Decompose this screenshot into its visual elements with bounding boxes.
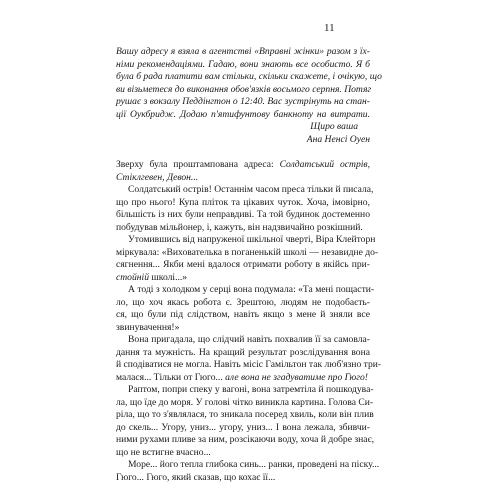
- letter-line: ції Оукбридж. Додаю п'ятифунтову банкноту на витрати.: [116, 109, 370, 122]
- letter-closing: Щиро ваша: [116, 121, 370, 134]
- text-line: сягнення... Якби мені вдалося отримати роботу в якійсь при-: [116, 259, 370, 272]
- paragraph: [116, 384, 370, 459]
- text-line: Раптом, попри спеку у вагоні, вона затремтіла й пошкодува-: [116, 384, 370, 397]
- text-line: Утомившись від напруженої шкільної чверті, Віра Клейторн: [116, 234, 370, 247]
- text-line: ними рухами пливе за ним, розсікаючи воду, хоча й добре знає,: [116, 434, 370, 447]
- letter-line: ви візьметеся до виконання обов'язків восьмого серпня. Потяг: [116, 84, 370, 97]
- text-line: Солдатський острів! Останнім часом преса тільки й писала,: [116, 184, 370, 197]
- address-paragraph: [116, 159, 370, 184]
- paragraph: [116, 284, 370, 334]
- letter-line: була б рада платити вам стільки, скільки скажете, і очікую, що: [116, 71, 370, 84]
- text-line: А тоді з холодком у серці вона подумала: «Та мені пощасти-: [116, 284, 370, 297]
- text-line: Море... його тепла глибока синь... ранки, проведені на піску...: [116, 459, 370, 472]
- italic-phrase: але вона не згадуватиме про Гюго!: [225, 372, 368, 383]
- text-line: до скель... Угору, униз... угору, униз... І вона лежала, збивчи-: [116, 422, 370, 435]
- text-line: ло, що хоч якась робота є. Зрештою, людям не подобаєть-: [116, 297, 370, 310]
- address-intro: Зверху була проштампована адреса:: [116, 159, 280, 170]
- address-italic: Стіклгевен, Девон...: [116, 172, 370, 185]
- letter-signature: Ана Ненсі Оуен: [116, 134, 370, 147]
- text-line: Вона пригадала, що слідчий навіть похвалив її за самовла-: [116, 334, 370, 347]
- letter-line: Вашу адресу я взяла в агентстві «Вправні жінки» разом з їх-: [116, 46, 370, 59]
- paragraph: [116, 234, 370, 284]
- text-line: побудував мільйонер, і, кажуть, він надзвичайно розкішний.: [116, 222, 370, 235]
- text-line: ла, що їде до моря. У голові чітко виникла картина. Голова Си-: [116, 397, 370, 410]
- text-line: більшість із них були неправдиві. Та той будинок достеменно: [116, 209, 370, 222]
- text-line: що про нього! Купа пліток та цікавих чуток. Хоча, імовірно,: [116, 197, 370, 210]
- text-line: ся, що були під слідством, навіть якщо з мене й зняли все: [116, 309, 370, 322]
- text-line: міркувала: «Вихователька в поганенькій школі — незавидне до-: [116, 247, 370, 260]
- text-line: звинувачення!»: [116, 322, 370, 335]
- letter-block: [116, 46, 370, 146]
- text-line: що не встигне вчасно...: [116, 447, 370, 460]
- letter-line: рушає з вокзалу Педдінгтон о 12:40. Вас зустрінуть на стан-: [116, 96, 370, 109]
- address-italic: Солдатський острів,: [280, 159, 370, 170]
- text-line: дання та мужність. На кращий результат розслідування вона: [116, 347, 370, 360]
- paragraph: [116, 184, 370, 234]
- page-text: [116, 46, 370, 484]
- paragraph: [116, 334, 370, 384]
- text-line: й сподіватися не могла. Навіть місіс Гамільтон так люб'язно три-: [116, 359, 370, 372]
- letter-line: німи рекомендаціями. Гадаю, вони знають все особисто. Я б: [116, 59, 370, 72]
- text-span: малася... Тільки от Гюго...: [116, 372, 225, 383]
- text-line: Гюго... Гюго, який сказав, що кохає її...: [116, 472, 370, 484]
- paragraph: [116, 459, 370, 484]
- text-line: ріла, що то з'являлася, то зникала посеред хвиль, коли він плив: [116, 409, 370, 422]
- page-number: 11: [324, 22, 335, 34]
- italic-word: стойній: [116, 272, 149, 283]
- text-span: школі...»: [149, 272, 187, 283]
